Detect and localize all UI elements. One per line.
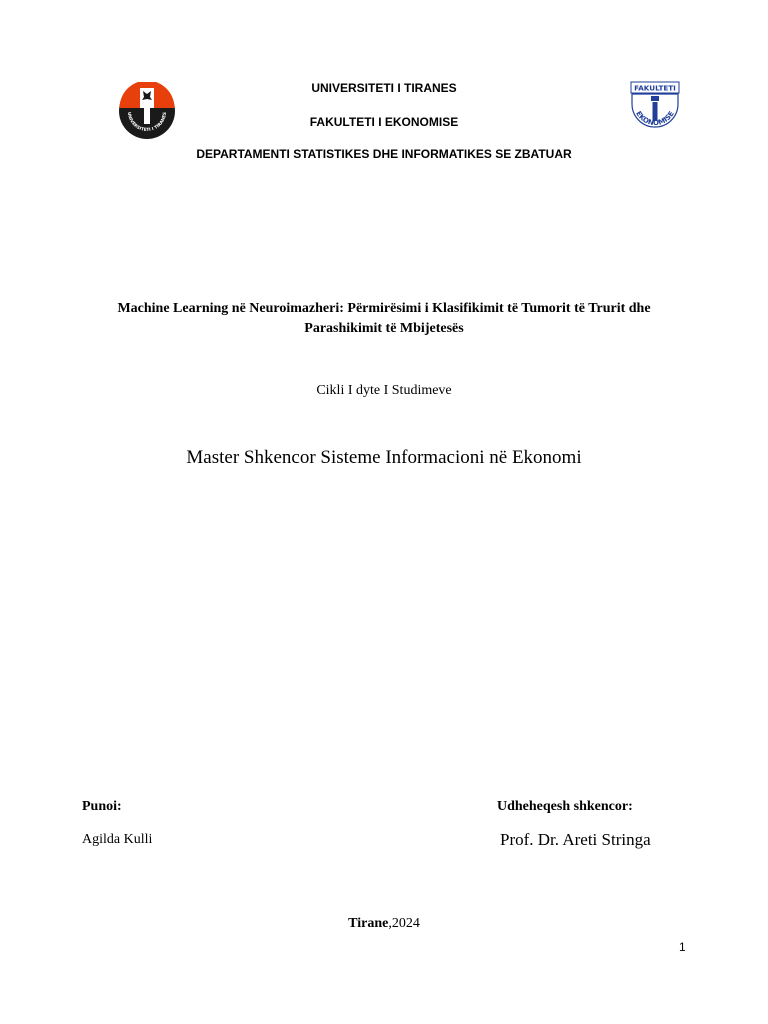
department-name: DEPARTAMENTI STATISTIKES DHE INFORMATIKES SE ZBATUAR xyxy=(196,147,572,161)
supervisor-name: Prof. Dr. Areti Stringa xyxy=(500,830,651,849)
year: ,2024 xyxy=(388,916,420,931)
svg-text:FAKULTETI: FAKULTETI xyxy=(634,83,676,93)
program-name: Master Shkencor Sisteme Informacioni në Ekonomi xyxy=(186,447,582,468)
svg-text:EKONOMISE: EKONOMISE xyxy=(634,109,676,128)
faculty-name: FAKULTETI I EKONOMISE xyxy=(309,115,459,129)
place-date xyxy=(0,916,768,932)
author-label: Punoi: xyxy=(82,799,122,814)
svg-text:UNIVERSITETI I TIRANES: UNIVERSITETI I TIRANES xyxy=(125,111,169,134)
study-cycle: Cikli I dyte I Studimeve xyxy=(316,383,452,398)
city: Tirane xyxy=(348,916,389,931)
university-name: UNIVERSITETI I TIRANES xyxy=(311,81,457,95)
supervisor-label: Udheheqesh shkencor: xyxy=(497,799,633,814)
thesis-title-line-2: Parashikimit të Mbijetesës xyxy=(304,321,464,336)
page-number: 1 xyxy=(679,940,686,954)
author-name: Agilda Kulli xyxy=(82,832,153,847)
thesis-title-line-1: Machine Learning në Neuroimazheri: Përmirësimi i Klasifikimit të Tumorit të Trurit dhe xyxy=(117,301,651,316)
